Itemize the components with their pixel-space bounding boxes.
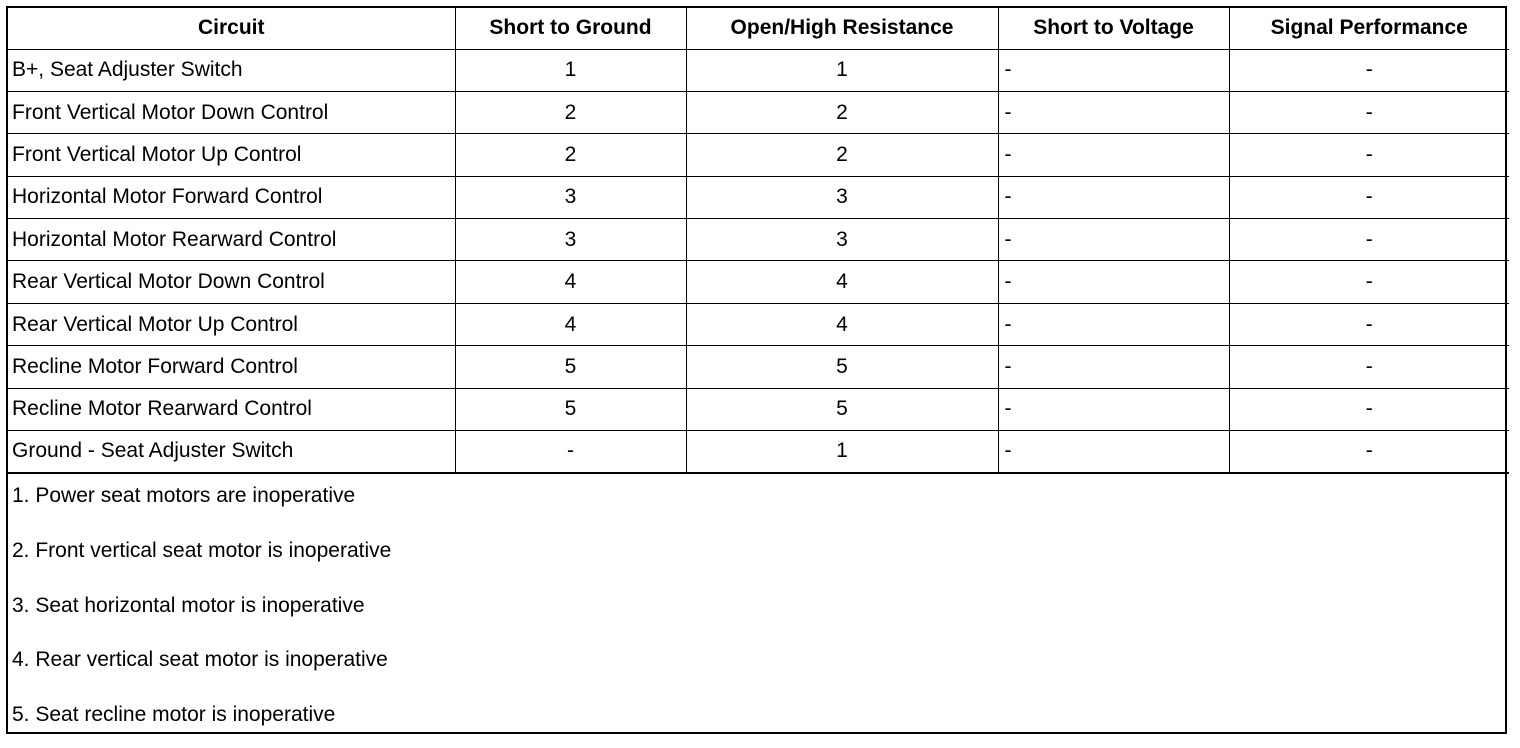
footnote-5: 5. Seat recline motor is inoperative: [12, 703, 336, 727]
cell-short-to-ground: 3: [455, 176, 686, 218]
cell-short-to-voltage: -: [998, 303, 1229, 345]
cell-signal-performance: -: [1229, 303, 1509, 345]
table-row: [8, 431, 1509, 473]
footnote-3: 3. Seat horizontal motor is inoperative: [12, 593, 365, 617]
table-row: [8, 219, 1509, 261]
diagnostic-table-frame: [6, 6, 1507, 734]
cell-open-high-resistance: 2: [686, 91, 998, 133]
cell-circuit: Ground - Seat Adjuster Switch: [8, 431, 455, 473]
cell-circuit: Rear Vertical Motor Up Control: [8, 303, 455, 345]
cell-signal-performance: -: [1229, 49, 1509, 91]
table-row: [8, 303, 1509, 345]
cell-short-to-ground: 3: [455, 219, 686, 261]
cell-open-high-resistance: 5: [686, 346, 998, 388]
cell-circuit: Front Vertical Motor Down Control: [8, 91, 455, 133]
cell-short-to-ground: 4: [455, 261, 686, 303]
table-header-row: [8, 8, 1509, 49]
cell-short-to-voltage: -: [998, 219, 1229, 261]
table-row: [8, 134, 1509, 176]
cell-short-to-voltage: -: [998, 134, 1229, 176]
cell-short-to-voltage: -: [998, 176, 1229, 218]
cell-circuit: Recline Motor Rearward Control: [8, 388, 455, 430]
header-short-to-voltage: Short to Voltage: [998, 8, 1229, 49]
cell-open-high-resistance: 1: [686, 431, 998, 473]
circuit-diagnostic-table: [8, 8, 1509, 474]
header-open-high-resistance: Open/High Resistance: [686, 8, 998, 49]
footnote-2: 2. Front vertical seat motor is inoperative: [12, 538, 392, 562]
table-row: [8, 261, 1509, 303]
table-row: [8, 388, 1509, 430]
cell-short-to-ground: 5: [455, 346, 686, 388]
cell-open-high-resistance: 4: [686, 303, 998, 345]
cell-circuit: B+, Seat Adjuster Switch: [8, 49, 455, 91]
cell-short-to-ground: -: [455, 431, 686, 473]
cell-signal-performance: -: [1229, 176, 1509, 218]
table-row: [8, 91, 1509, 133]
cell-signal-performance: -: [1229, 388, 1509, 430]
cell-circuit: Horizontal Motor Rearward Control: [8, 219, 455, 261]
cell-short-to-ground: 2: [455, 91, 686, 133]
cell-signal-performance: -: [1229, 431, 1509, 473]
cell-open-high-resistance: 1: [686, 49, 998, 91]
cell-circuit: Horizontal Motor Forward Control: [8, 176, 455, 218]
footnotes: [8, 474, 1505, 748]
cell-open-high-resistance: 3: [686, 176, 998, 218]
cell-circuit: Rear Vertical Motor Down Control: [8, 261, 455, 303]
cell-open-high-resistance: 4: [686, 261, 998, 303]
cell-open-high-resistance: 3: [686, 219, 998, 261]
footnote-4: 4. Rear vertical seat motor is inoperative: [12, 648, 388, 672]
cell-short-to-voltage: -: [998, 261, 1229, 303]
cell-short-to-ground: 5: [455, 388, 686, 430]
table-row: [8, 176, 1509, 218]
cell-open-high-resistance: 5: [686, 388, 998, 430]
cell-signal-performance: -: [1229, 261, 1509, 303]
cell-short-to-ground: 2: [455, 134, 686, 176]
cell-short-to-ground: 4: [455, 303, 686, 345]
cell-circuit: Recline Motor Forward Control: [8, 346, 455, 388]
header-short-to-ground: Short to Ground: [455, 8, 686, 49]
header-circuit: Circuit: [8, 8, 455, 49]
cell-signal-performance: -: [1229, 91, 1509, 133]
table-row: [8, 346, 1509, 388]
table-row: [8, 49, 1509, 91]
cell-short-to-voltage: -: [998, 431, 1229, 473]
cell-short-to-ground: 1: [455, 49, 686, 91]
cell-signal-performance: -: [1229, 346, 1509, 388]
cell-signal-performance: -: [1229, 134, 1509, 176]
cell-circuit: Front Vertical Motor Up Control: [8, 134, 455, 176]
cell-short-to-voltage: -: [998, 91, 1229, 133]
header-signal-performance: Signal Performance: [1229, 8, 1509, 49]
cell-short-to-voltage: -: [998, 346, 1229, 388]
cell-signal-performance: -: [1229, 219, 1509, 261]
cell-short-to-voltage: -: [998, 388, 1229, 430]
cell-open-high-resistance: 2: [686, 134, 998, 176]
footnote-1: 1. Power seat motors are inoperative: [12, 483, 356, 507]
cell-short-to-voltage: -: [998, 49, 1229, 91]
